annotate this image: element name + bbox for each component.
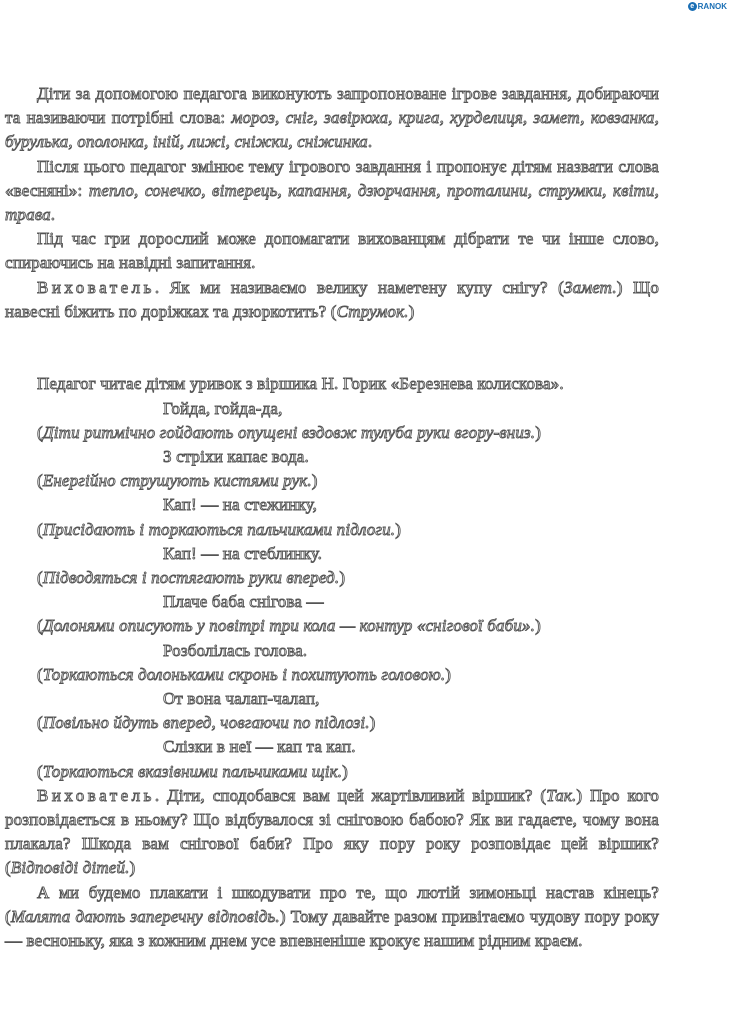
paragraph-teacher-discussion: Вихователь. Діти, сподобався вам цей жартівливий віршик? (Так.) Про кого розповідається в ньому? Що відбувалося зі сніговою бабою? Як ви гадаєте, чому вона плакала? Шкода вам снігової баби? Про яку пору року розповідає цей віршик? (Відповіді дітей.) [5, 785, 659, 878]
paragraph-poem-intro: Педагог читає дітям уривок з віршика Н. Горик «Березнева колискова». [37, 374, 564, 394]
paragraph-help: Під час гри дорослий може допомагати вихованцям дібрати те чи інше слово, спираючись на навідні запитання. [5, 229, 659, 273]
poem-action: (Торкаються вказівними пальчиками щік.) [37, 761, 348, 781]
poem-verse: Кап! — на стежинку, [163, 495, 317, 515]
paragraph-closing: А ми будемо плакати і шкодувати про те, що лютій зимоньці настав кінець? (Малята дають заперечну відповідь.) Тому давайте разом привітаємо чудову пору року — весноньку, яка з кожним днем усе впевненіше крокує нашим рідним краєм. [5, 882, 659, 951]
paragraph-teacher-questions: Вихователь. Як ми називаємо велику наметену купу снігу? (Замет.) Що навесні біжить по доріжках та дзюркотить? (Струмок.) [5, 277, 659, 321]
publisher-logo [688, 2, 727, 11]
poem-action: (Енергійно струшують кистями рук.) [37, 471, 318, 491]
poem-action: (Присідають і торкаються пальчиками підлоги.) [37, 519, 402, 539]
poem-verse: З стріхи капає вода. [163, 447, 309, 467]
paragraph-spring-words: Після цього педагог змінює тему ігрового завдання і пропонує дітям назвати слова «весняні»: тепло, сонечко, вітерець, капання, дзюрчання, проталини, струмки, квіти, трава. [5, 156, 659, 225]
poem-action: (Підводяться і постягають руки вперед.) [37, 568, 346, 588]
poem-verse: От вона чалап-чалап, [163, 689, 320, 709]
poem-action: (Діти ритмічно гойдають опущені вздовж тулуба руки вгору-вниз.) [37, 422, 542, 442]
poem-action: (Торкаються долоньками скронь і похитують головою.) [37, 664, 452, 684]
poem-verse: Розболілась голова. [163, 640, 308, 660]
logo-e-icon: e [688, 2, 697, 11]
speaker-label: Вихователь [37, 277, 155, 297]
poem-verse: Гойда, гойда-да, [163, 398, 283, 418]
spring-words: тепло, сонечко, вітерець, капання, дзюрчання, проталини, струмки, квіти, трава [5, 180, 659, 225]
winter-words: мороз, сніг, завірюха, крига, хурделиця, замет, ковзанка, бурулька, ополонка, іній, лижі, сніжки, сніжинка [5, 108, 659, 152]
poem-action: (Долонями описують у повітрі три кола — контур «снігової баби».) [37, 616, 541, 636]
poem-verse: Слізки в неї — кап та кап. [163, 737, 356, 757]
poem-verse: Плаче баба снігова — [163, 592, 324, 612]
paragraph-winter-words: Діти за допомогою педагога виконують запропоноване ігрове завдання, добираючи та називаючи потрібні слова: мороз, сніг, завірюха, крига, хурделиця, замет, ковзанка, бурулька, ополонка, іній, лижі, сніжки, сніжинка. [5, 84, 659, 152]
page-body [5, 82, 659, 953]
logo-text: RANOK [697, 2, 727, 11]
speaker-label: Вихователь [37, 785, 155, 805]
poem-action: (Повільно йдуть вперед, човгаючи по підлозі.) [37, 713, 376, 733]
poem-verse: Кап! — на стеблинку. [163, 543, 323, 563]
section-gap [5, 324, 659, 372]
